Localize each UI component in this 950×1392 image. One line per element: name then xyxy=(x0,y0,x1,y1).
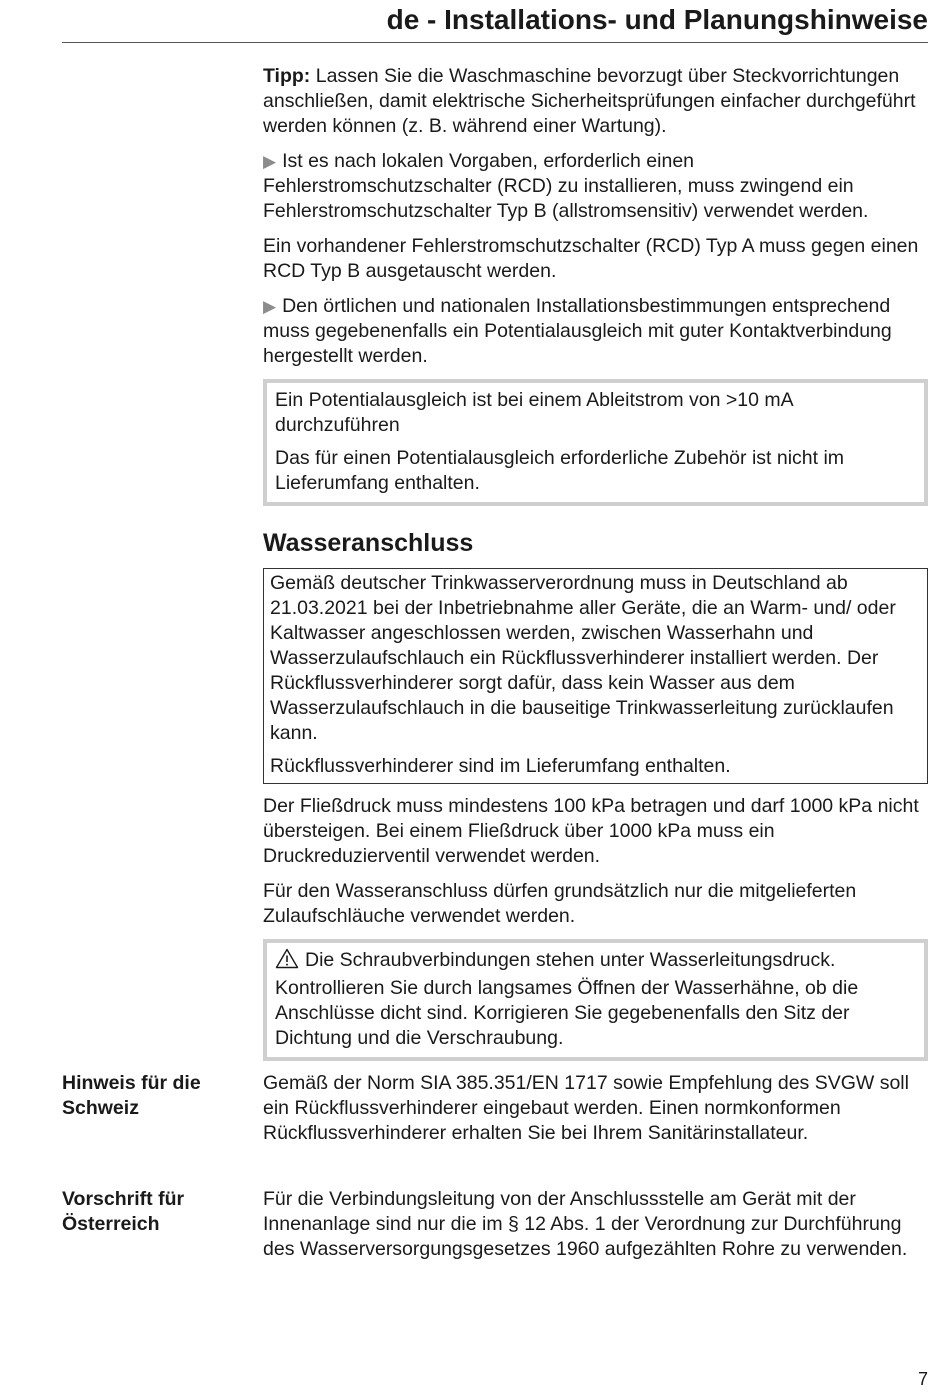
austria-text: Für die Verbindungsleitung von der Anschlussstelle am Gerät mit der Innenanlage sind nur die im § 12 Abs. 1 der Verordnung zur Durchführung des Wasserversorgungsgesetzes 1960 aufgezählten Rohre zu verwenden. xyxy=(263,1188,908,1260)
equipotential-instruction-text: Den örtlichen und nationalen Installationsbestimmungen entsprechend muss gegebenenfalls ein Potentialausgleich mit guter Kontaktverbindung hergestellt werden. xyxy=(263,295,892,367)
pressure-paragraph: Der Fließdruck muss mindestens 100 kPa betragen und darf 1000 kPa nicht übersteigen. Bei einem Fließdruck über 1000 kPa muss ein Druckreduzierventil verwendet werden. xyxy=(263,795,919,867)
tip-label: Tipp: xyxy=(263,65,311,87)
warning-triangle-icon xyxy=(275,948,299,976)
regulation-scope: Rückflussverhinderer sind im Lieferumfang enthalten. xyxy=(270,755,731,777)
note-line-accessory: Das für einen Potentialausgleich erforderliche Zubehör ist nicht im Lieferumfang enthalten. xyxy=(275,447,845,494)
page-title: de - Installations- und Planungshinweise xyxy=(386,4,928,35)
section-heading-water: Wasseranschluss xyxy=(263,529,474,557)
switzerland-text: Gemäß der Norm SIA 385.351/EN 1717 sowie Empfehlung des SVGW soll ein Rückflussverhinderer eingebaut werden. Einen normkonformen Rückflussverhinderer erhalten Sie bei Ihrem Sanitärinstallateur. xyxy=(263,1072,909,1144)
switzerland-label: Hinweis für die Schweiz xyxy=(62,1072,201,1119)
page-number: 7 xyxy=(917,1369,928,1389)
hoses-paragraph: Für den Wasseranschluss dürfen grundsätzlich nur die mitgelieferten Zulaufschläuche verwendet werden. xyxy=(263,880,857,927)
equipotential-instruction xyxy=(263,294,928,369)
main-content xyxy=(263,64,928,1073)
rcd-replace-paragraph: Ein vorhandener Fehlerstromschutzschalter (RCD) Typ A muss gegen einen RCD Typ B ausgetauscht werden. xyxy=(263,235,919,282)
note-box xyxy=(263,379,928,506)
header-divider xyxy=(62,42,928,43)
warning-text: Die Schraubverbindungen stehen unter Wasserleitungsdruck. Kontrollieren Sie durch langsames Öffnen der Wasserhähne, ob die Anschlüsse dicht sind. Korrigieren Sie gegebenenfalls den Sitz der Dichtung und die Verschraubung. xyxy=(275,949,859,1049)
instruction-arrow-icon: ▶ xyxy=(263,152,277,171)
note-line-leakage: Ein Potentialausgleich ist bei einem Ableitstrom von >10 mA durchzuführen xyxy=(275,389,793,436)
regulation-box xyxy=(263,568,928,784)
austria-label: Vorschrift für Österreich xyxy=(62,1188,185,1235)
rcd-instruction xyxy=(263,149,928,224)
warning-paragraph xyxy=(275,948,914,1051)
rcd-instruction-text: Ist es nach lokalen Vorgaben, erforderlich einen Fehlerstromschutzschalter (RCD) zu installieren, muss zwingend ein Fehlerstromschutzschalter Typ B (allstromsensitiv) verwendet werden. xyxy=(263,150,869,222)
warning-box xyxy=(263,939,928,1061)
regulation-text: Gemäß deutscher Trinkwasserverordnung muss in Deutschland ab 21.03.2021 bei der Inbetriebnahme aller Geräte, die an Warm- und/ oder Kaltwasser angeschlossen werden, zwischen Wasserhahn und Wasserzulaufschlauch ein Rückflussverhinderer installiert werden. Der Rückflussverhinderer sorgt dafür, dass kein Wasser aus dem Wasserzulaufschlauch in die bauseitige Trinkwasserleitung zurücklaufen kann. xyxy=(270,572,896,744)
tip-paragraph xyxy=(263,64,928,139)
instruction-arrow-icon: ▶ xyxy=(263,297,277,316)
tip-text: Lassen Sie die Waschmaschine bevorzugt über Steckvorrichtungen anschließen, damit elektrische Sicherheitsprüfungen einfacher durchgeführt werden können (z. B. während einer Wartung). xyxy=(263,65,916,137)
